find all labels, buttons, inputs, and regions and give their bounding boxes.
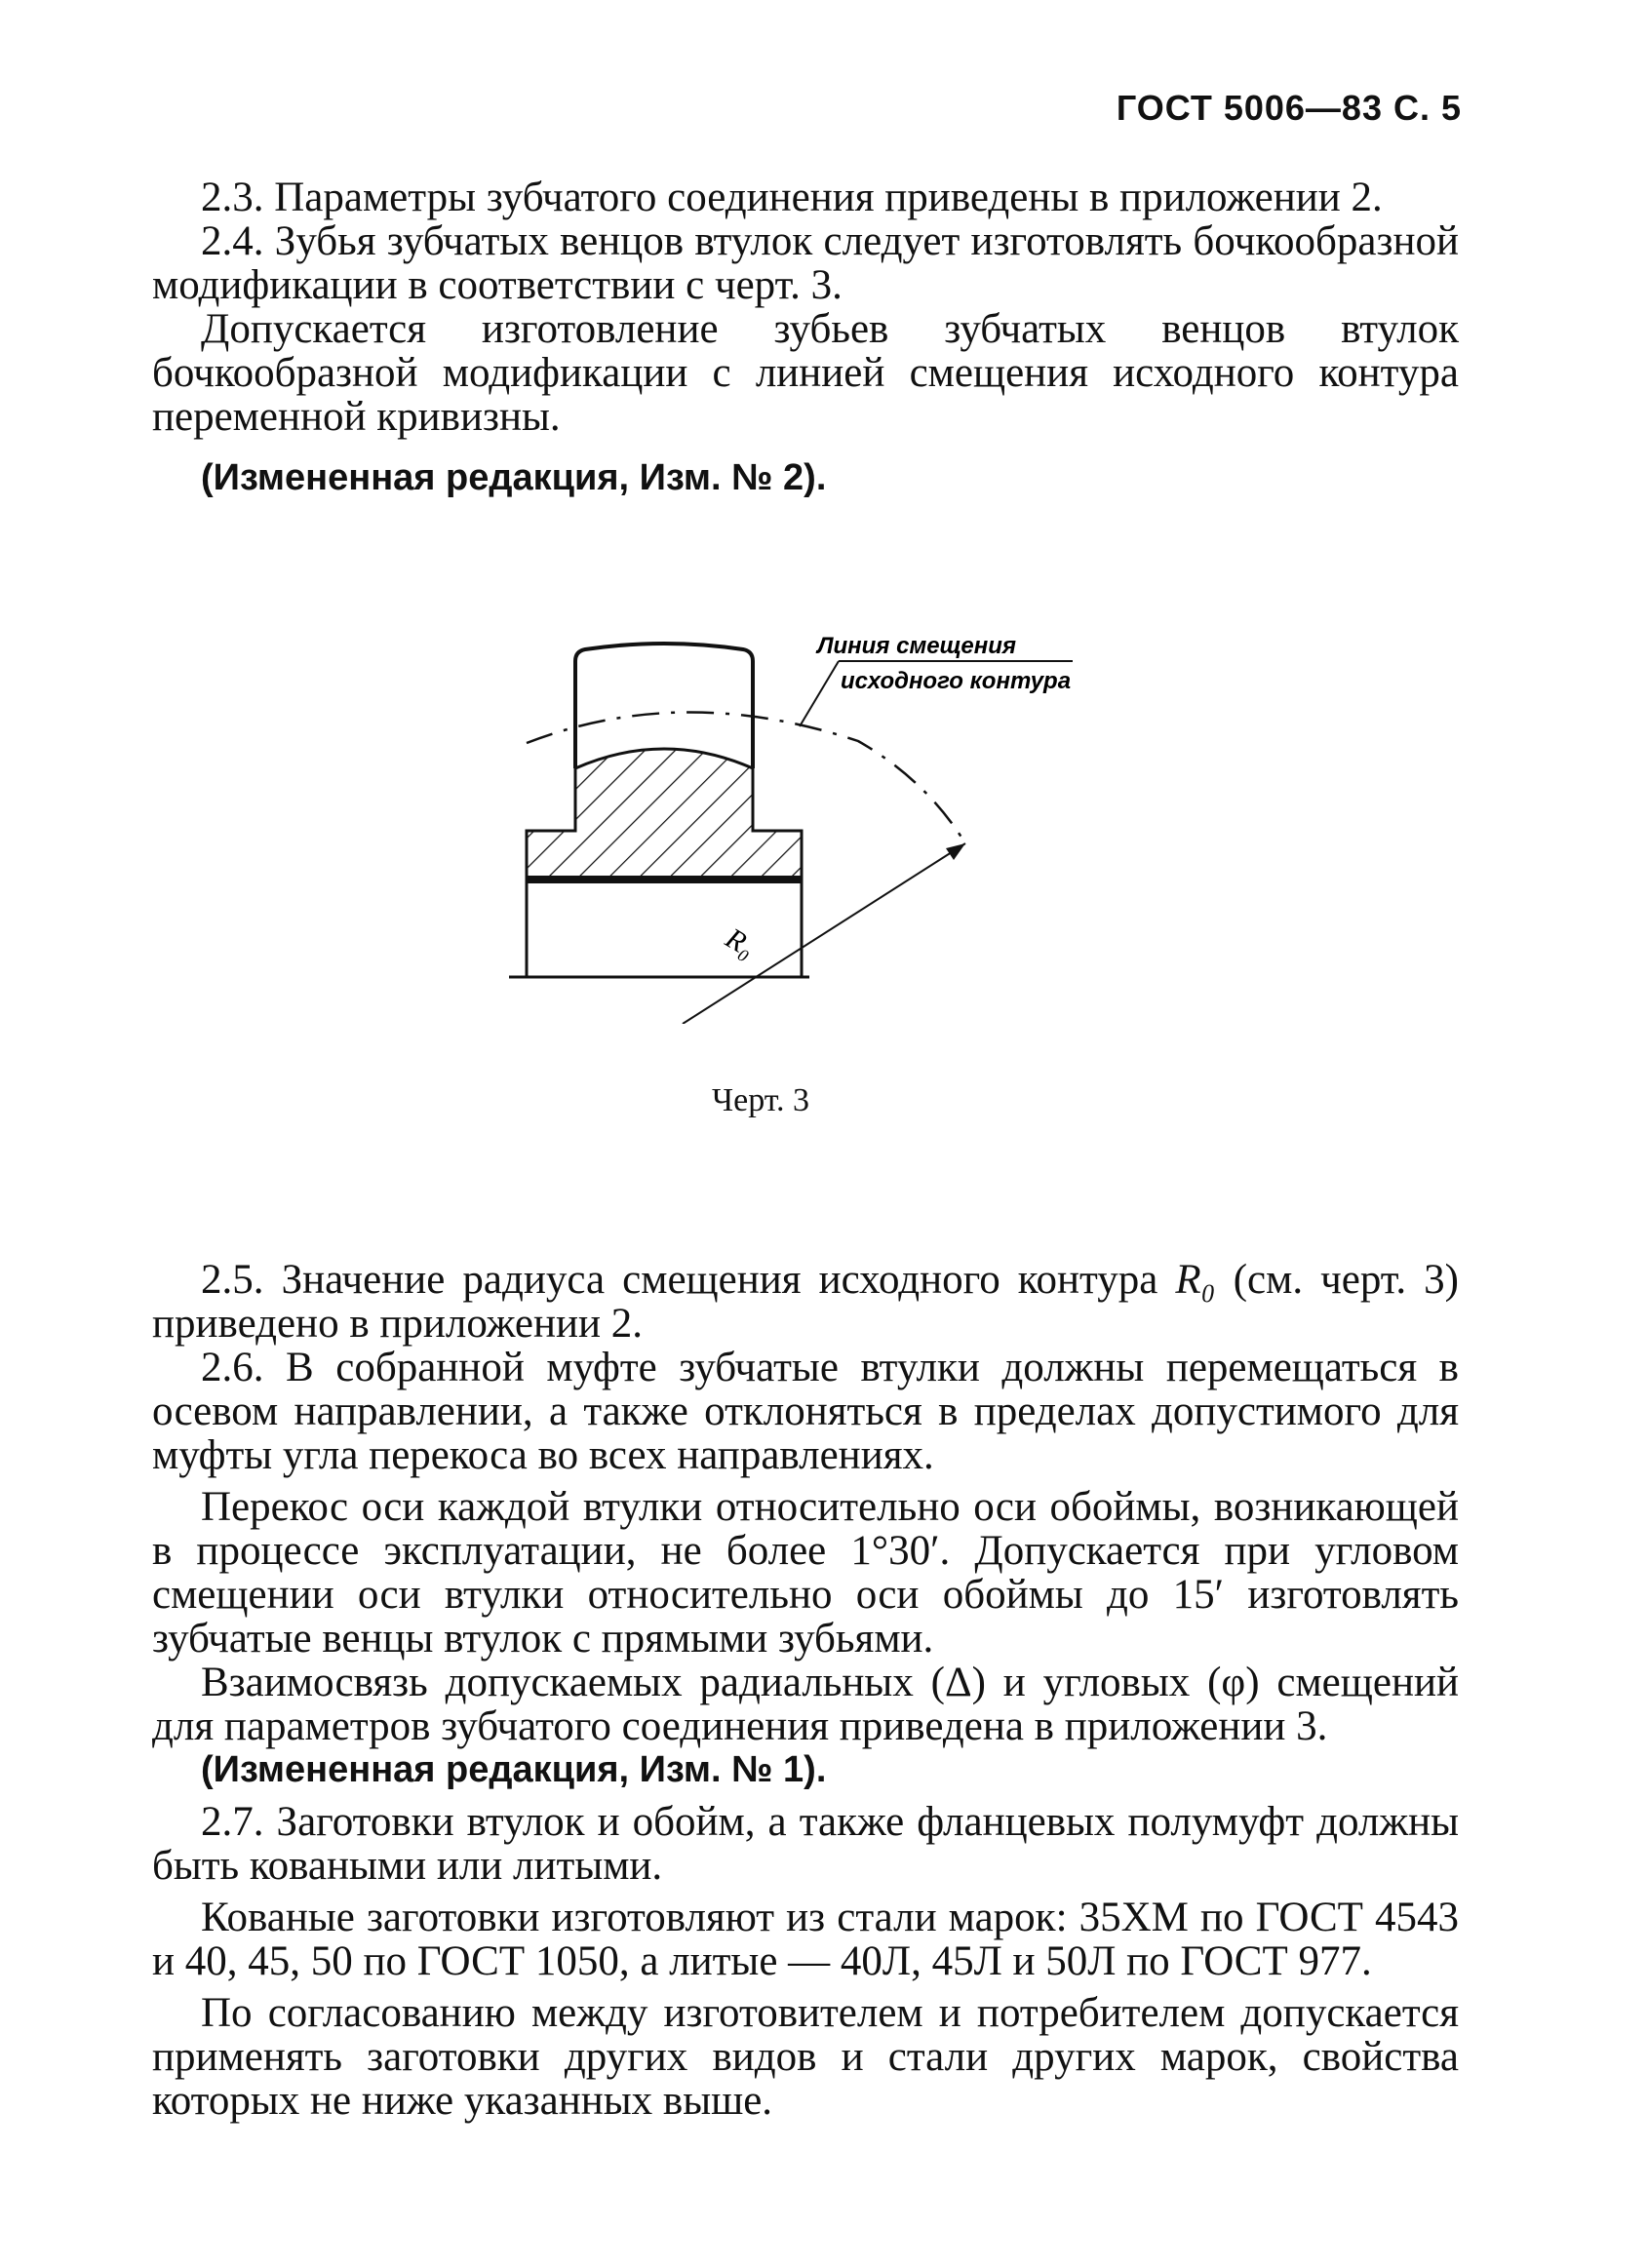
section-bottom [152,1258,1459,2123]
paragraph-2-6: 2.6. В собранной муфте зубчатые втулки должны перемещаться в осевом направлении, а также отклоняться в пределах допустимого для муфты угла перекоса во всех направлениях. [152,1345,1459,1478]
paragraph-2-5-pre: 2.5. Значение радиуса смещения исходного контура [201,1257,1176,1303]
figure-3 [488,634,1092,1029]
paragraph-2-5-r0: R₀ [1175,1257,1216,1303]
figure-label-line1: Линия смещения [817,634,1017,659]
paragraph-2-7-b: Кованые заготовки изготовляют из стали марок: 35ХМ по ГОСТ 4543 и 40, 45, 50 по ГОСТ 1050, а литые — 40Л, 45Л и 50Л по ГОСТ 977. [152,1895,1459,1984]
paragraph-2-5-post: (см. черт. 3) приведено в приложении 2. [152,1257,1459,1347]
paragraph-2-7-c: По согласованию между изготовителем и потребителем допускается применять заготовки других видов и стали других марок, свойства которых не ниже указанных выше. [152,1990,1459,2124]
section-top [152,176,1459,500]
figure-label-line2: исходного контура [841,668,1072,694]
paragraph-2-4: 2.4. Зубья зубчатых венцов втулок следует изготовлять бочкообразной модификации в соответствии с черт. 3. [152,218,1459,308]
figure-caption: Черт. 3 [712,1082,810,1118]
radius-label: R₀ [720,921,761,964]
paragraph-2-6-c: Взаимосвязь допускаемых радиальных (Δ) и угловых (φ) смещений для параметров зубчатого соединения приведена в приложении 3. [152,1660,1459,1749]
page-header: ГОСТ 5006—83 С. 5 [1116,88,1462,128]
paragraph-2-5 [152,1258,1459,1346]
paragraph-2-4-b: Допускается изготовление зубьев зубчатых венцов втулок бочкообразной модификации с линией смещения исходного контура переменной кривизны. [152,306,1459,440]
hatched-section [527,749,802,880]
radius-arrowhead [946,843,965,860]
label-leader [800,661,839,726]
paragraph-2-6-b: Перекос оси каждой втулки относительно оси обоймы, возникающей в процессе эксплуатации, не более 1°30′. Допускается при угловом смещении оси втулки относительно оси обоймы до 15′ изготовлять зубчатые венцы втулок с прямыми зубьями. [152,1484,1459,1662]
paragraph-2-7: 2.7. Заготовки втулок и обойм, а также фланцевых полумуфт должны быть коваными или литыми. [152,1799,1459,1889]
paragraph-2-3: 2.3. Параметры зубчатого соединения приведены в приложении 2. [201,175,1383,220]
hub-body [509,880,809,977]
amendment-note-2: (Измененная редакция, Изм. № 2). [201,457,827,498]
gear-tooth-drawing [488,634,1092,1024]
amendment-note-1: (Измененная редакция, Изм. № 1). [201,1749,827,1790]
